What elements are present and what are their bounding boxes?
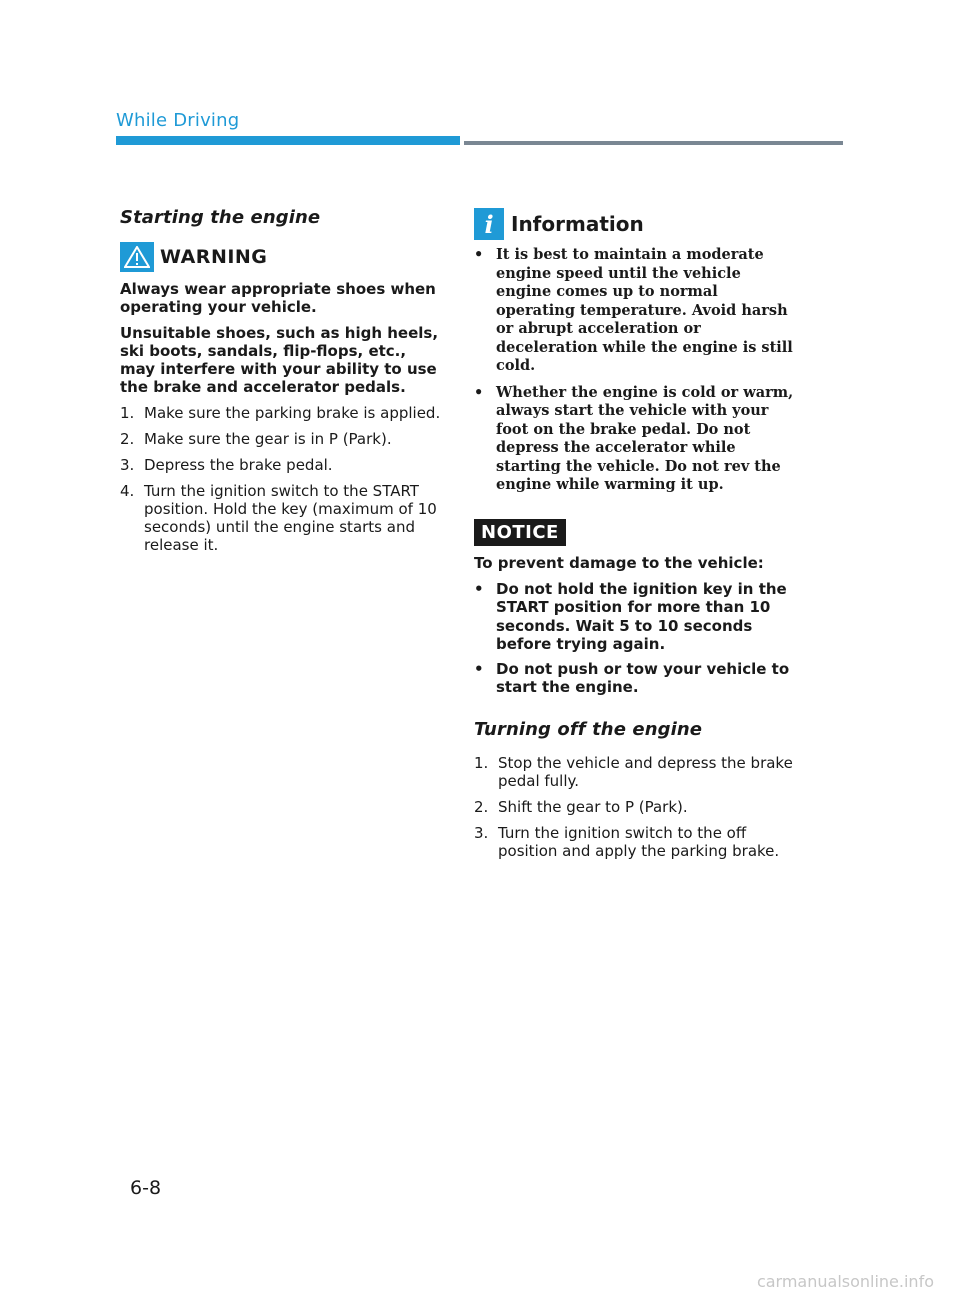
list-item: • Whether the engine is cold or warm, always start the vehicle with your foot on the brake pedal. Do not depress the accelerator while starting the vehicle. Do not rev the engine while warming it up. — [474, 383, 794, 493]
section-title-turning-off: Turning off the engine — [474, 718, 703, 740]
page-number: 6-8 — [130, 1177, 162, 1199]
list-item: 1. Make sure the parking brake is applied. — [120, 404, 441, 422]
notice-list — [474, 580, 798, 697]
list-item: • It is best to maintain a moderate engine speed until the vehicle engine comes up to normal operating temperature. Avoid harsh or abrupt acceleration or deceleration while the engine is still cold. — [474, 246, 793, 374]
information-heading — [474, 208, 798, 240]
watermark: carmanualsonline.info — [756, 1272, 934, 1291]
bullet-icon: • — [474, 246, 484, 263]
list-item: 2. Make sure the gear is in P (Park). — [120, 430, 392, 448]
notice-intro: To prevent damage to the vehicle: — [474, 553, 764, 572]
list-item: 3. Depress the brake pedal. — [120, 456, 333, 474]
section-title-starting: Starting the engine — [120, 207, 321, 228]
list-item: 4. Turn the ignition switch to the START position. Hold the key (maximum of 10 seconds) until the engine starts and release it. — [120, 482, 437, 554]
bullet-icon: • — [474, 659, 484, 678]
warning-label: WARNING — [160, 246, 268, 268]
warning-heading — [120, 242, 445, 272]
header-rule — [464, 141, 843, 145]
bullet-icon: • — [474, 383, 484, 401]
list-item: • Do not hold the ignition key in the START position for more than 10 seconds. Wait 5 to 10 seconds before trying again. — [474, 579, 787, 653]
information-label: Information — [511, 212, 644, 236]
list-item: 1. Stop the vehicle and depress the brake pedal fully. — [474, 753, 793, 790]
starting-steps — [120, 404, 445, 554]
left-column — [120, 207, 445, 562]
right-column — [474, 208, 798, 868]
notice-badge: NOTICE — [474, 519, 566, 546]
info-icon: i — [474, 208, 504, 240]
warning-triangle-icon — [120, 242, 154, 272]
information-list — [474, 246, 798, 495]
header-accent-bar — [116, 136, 460, 145]
list-item: 2. Shift the gear to P (Park). — [474, 797, 688, 816]
warning-text-2: Unsuitable shoes, such as high heels, ski boots, sandals, flip-flops, etc., may interfere with your ability to use the brake and accelerator pedals. — [120, 324, 439, 396]
list-item: 3. Turn the ignition switch to the off position and apply the parking brake. — [474, 823, 780, 860]
warning-text-1: Always wear appropriate shoes when operating your vehicle. — [120, 280, 436, 316]
bullet-icon: • — [474, 579, 484, 598]
chapter-title: While Driving — [116, 110, 240, 131]
list-item: • Do not push or tow your vehicle to start the engine. — [474, 659, 790, 696]
turning-off-steps — [474, 754, 798, 860]
